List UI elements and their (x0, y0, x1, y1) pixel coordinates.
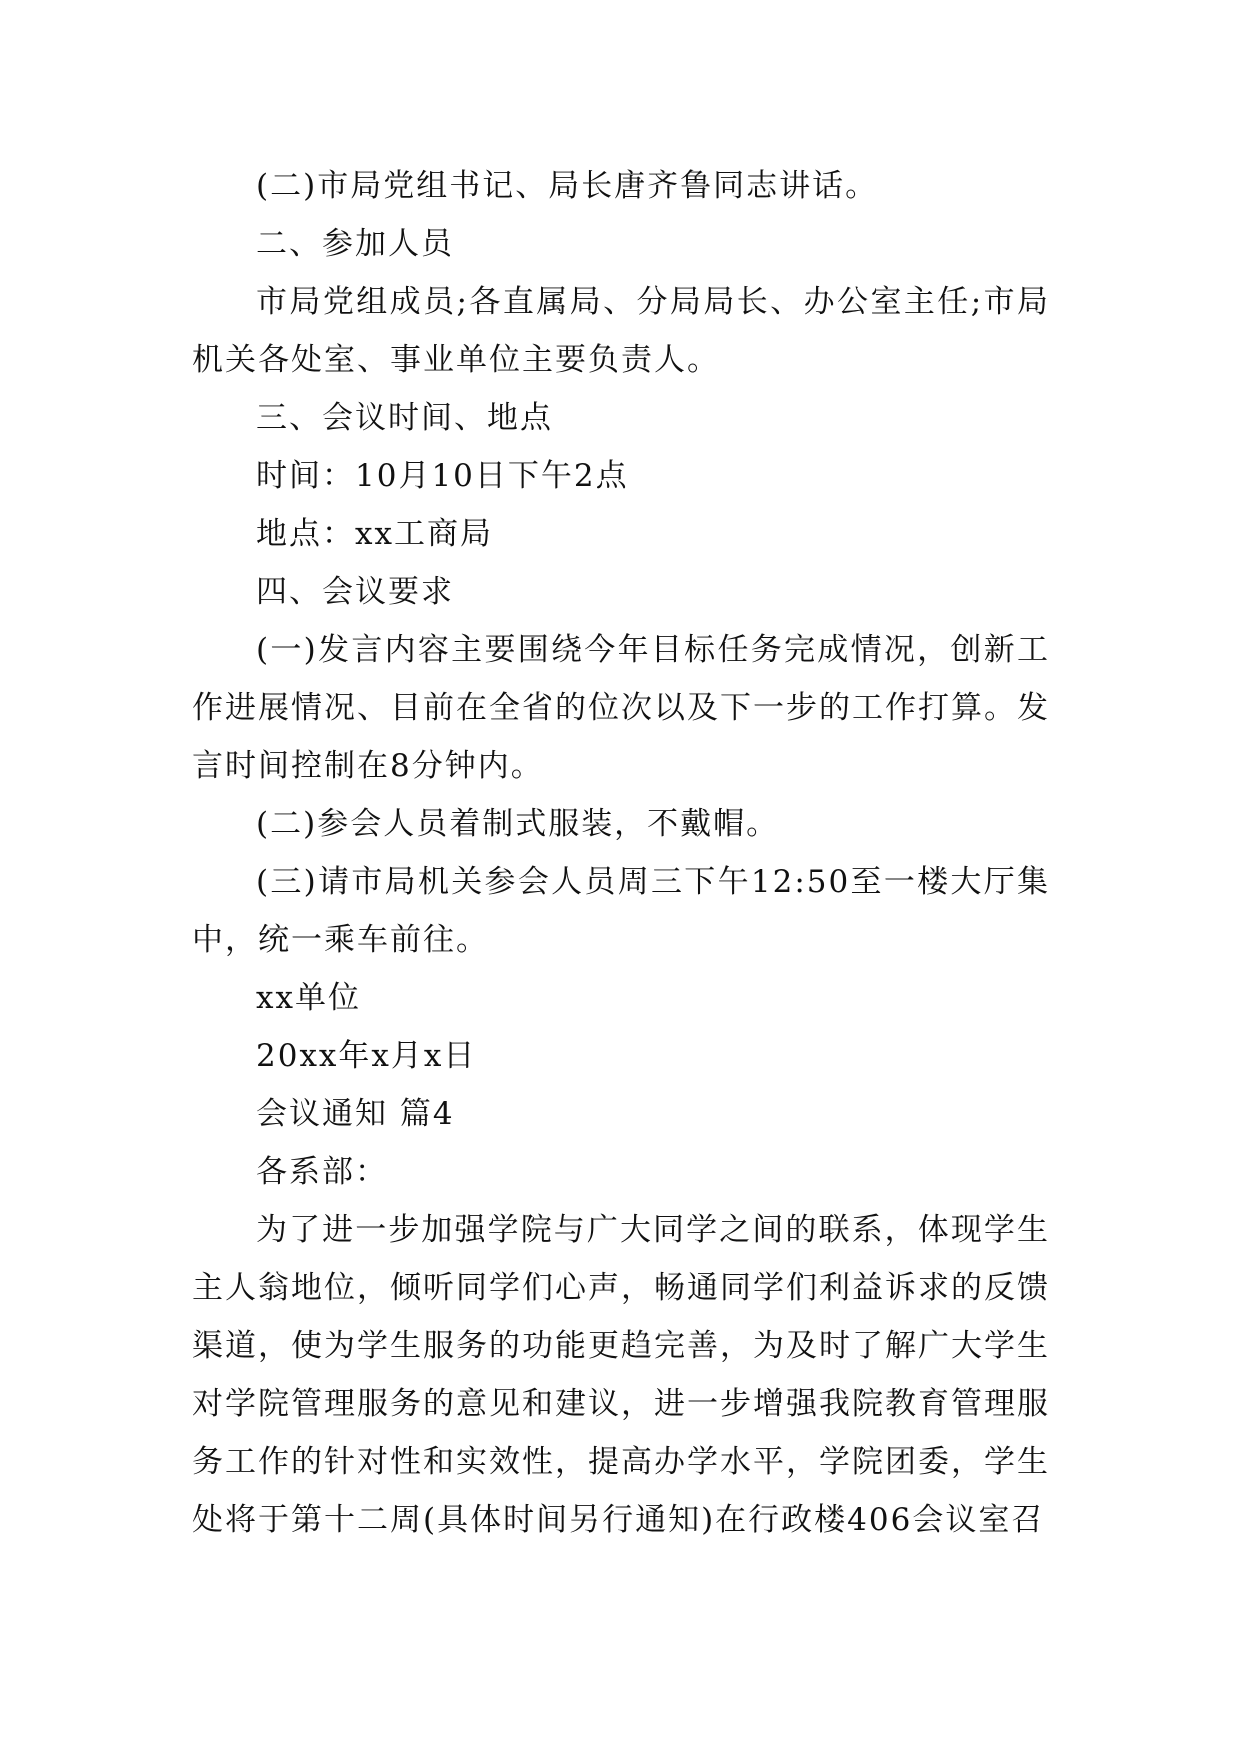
heading-requirements: 四、会议要求 (256, 574, 454, 610)
signature-unit: xx单位 (256, 980, 361, 1016)
paragraph-time: 时间：10月10日下午2点 (256, 458, 629, 494)
salutation: 各系部： (256, 1154, 388, 1190)
paragraph-requirement-1: (一)发言内容主要围绕今年目标任务完成情况，创新工作进展情况、目前在全省的位次以及下一步的工作打算。发言时间控制在8分钟内。 (192, 632, 1050, 784)
paragraph-attendees: 市局党组成员;各直属局、分局局长、办公室主任;市局机关各处室、事业单位主要负责人。 (192, 284, 1050, 378)
paragraph-requirement-2: (二)参会人员着制式服装，不戴帽。 (256, 806, 780, 842)
section-title: 会议通知 篇4 (256, 1096, 455, 1132)
paragraph-speech: (二)市局党组书记、局长唐齐鲁同志讲话。 (256, 168, 879, 204)
paragraph-place: 地点：xx工商局 (256, 516, 493, 552)
signature-date: 20xx年x月x日 (256, 1038, 477, 1074)
paragraph-body: 为了进一步加强学院与广大同学之间的联系，体现学生主人翁地位，倾听同学们心声，畅通同学们利益诉求的反馈渠道，使为学生服务的功能更趋完善，为及时了解广大学生对学院管理服务的意见和建议，进一步增强我院教育管理服务工作的针对性和实效性，提高办学水平，学院团委，学生处将于第十二周(具体时间另行通知)在行政楼406会议室召 (192, 1212, 1050, 1538)
paragraph-requirement-3: (三)请市局机关参会人员周三下午12:50至一楼大厅集中，统一乘车前往。 (192, 864, 1050, 958)
heading-attendees: 二、参加人员 (256, 226, 454, 262)
heading-time-place: 三、会议时间、地点 (256, 400, 553, 436)
document-body (192, 157, 1050, 1549)
